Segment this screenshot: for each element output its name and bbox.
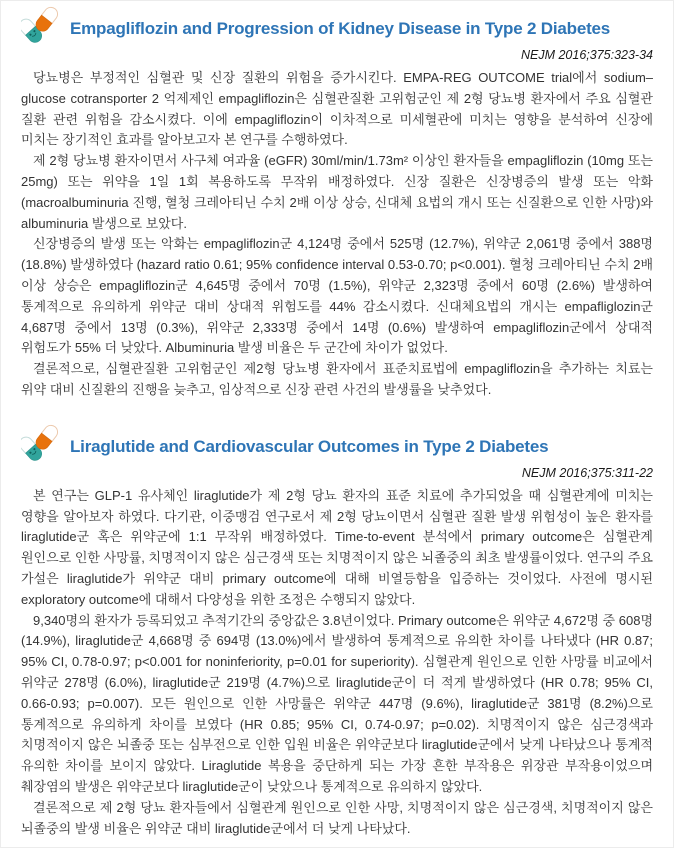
citation-text: NEJM 2016;375:323-34 [520, 48, 653, 62]
pill-capsules-icon [21, 5, 63, 47]
article-header [21, 5, 653, 47]
paragraph-background: 당뇨병은 부정적인 심혈관 및 신장 질환의 위험을 증가시킨다. EMPA-REG OUTCOME trial에서 sodium–glucose cotransporter 2 억제제인 empagliflozin은 심혈관질환 고위험군인 제 2형 당뇨병 환자에서 주요 심혈관 질환 관련 위험을 감소시켰다. 이에 empagliflozin이 이차적으로 미세혈관에 미치는 영향을 분석하여 신장에 미치는 장기적인 효과를 알아보고자 본 연구를 수행하였다. [21, 70, 653, 148]
citation-text: NEJM 2016;375:311-22 [521, 465, 653, 480]
paragraph-results: 신장병증의 발생 또는 악화는 empagliflozin군 4,124명 중에서 525명 (12.7%), 위약군 2,061명 중에서 388명 (18.8%) 발생하였다 (hazard ratio 0.61; 95% confidence interval 0.53-0.70; p<0.001). 혈청 크레아티닌 수치 2배 이상 상승은 empagliflozin군 4,645명 중에서 70명 (1.5%), 위약군 2,323명 중에서 60명 (2.6%) 발생하여 통계적으로 유의하게 위약군 대비 상대적 위험도를 44% 감소시켰다. 신대체요법의 개시는 empafliglozin군 4,687명 중에서 13명 (0.3%), 위약군 2,333명 중에서 14명 (0.6%) 발생하여 empagliflozin군에서 상대적 위험도가 55% 더 낮았다. Albuminuria 발생 비율은 두 군간에 차이가 없었다. [21, 236, 653, 356]
pill-capsules-icon [21, 423, 63, 465]
journal-citation [21, 47, 653, 63]
article-liraglutide [21, 423, 653, 840]
journal-citation [21, 465, 653, 481]
paragraph-background: 본 연구는 GLP-1 유사체인 liraglutide가 제 2형 당뇨 환자의 표준 치료에 추가되었을 때 심혈관계에 미치는 영향을 알아보자 하였다. 다기관, 이중맹검 연구로서 제 2형 당뇨이면서 심혈관 질환 발생 위험성이 높은 환자를 liraglutide군 혹은 위약군에 1:1 무작위 배정하였다. Time-to-event 분석에서 primary outcome은 심혈관계 원인으로 인한 사망률, 치명적이지 않은 심근경색 또는 치명적이지 않은 뇌졸중의 최초 발생률이었다. 연구의 주요 가설은 liraglutide가 위약군 대비 primary outcome에 대해 비열등함을 입증하는 것이었다. 사전에 명시된 exploratory outcome에 대해서 다양성을 위한 조정은 수행되지 않았다. [21, 487, 653, 607]
article-title: Liraglutide and Cardiovascular Outcomes in Type 2 Diabetes [70, 436, 549, 456]
paragraph-conclusion: 결론적으로 제 2형 당뇨 환자들에서 심혈관계 원인으로 인한 사망, 치명적이지 않은 심근경색, 치명적이지 않은 뇌졸중의 발생 비율은 위약군 대비 liraglutide군에서 더 낮게 나타났다. [21, 799, 653, 836]
article-title: Empagliflozin and Progression of Kidney Disease in Type 2 Diabetes [70, 19, 611, 38]
paragraph-conclusion: 결론적으로, 심혈관질환 고위험군인 제2형 당뇨병 환자에서 표준치료법에 empagliflozin을 추가하는 치료는 위약 대비 신질환의 진행을 늦추고, 임상적으로 신장 관련 사건의 발생률을 낮추었다. [21, 361, 653, 397]
paragraph-results: 9,340명의 환자가 등록되었고 추적기간의 중앙값은 3.8년이었다. Primary outcome은 위약군 4,672명 중 608명 (14.9%), liraglutide군 4,668명 중 694명 (13.0%)에서 발생하여 통계적으로 유의한 차이를 나타냈다 (HR 0.87; 95% CI, 0.78-0.97; p<0.001 for noninferiority, p=0.01 for superiority). 심혈관계 원인으로 인한 사망률 비교에서 위약군 278명 (6.0%), liraglutide군 219명 (4.7%)으로 liraglutide군이 더 적게 발생하였다 (HR 0.78; 95% CI, 0.66-0.93; p=0.007). 모든 원인으로 인한 사망률은 위약군 447명 (9.6%), liraglutide군 381명 (8.2%)으로 통계적으로 유의하게 차이를 보였다 (HR 0.85; 95% CI, 0.74-0.97; p=0.02). 치명적이지 않은 심근경색과 치명적이지 않은 뇌졸중 또는 심부전으로 인한 입원 비율은 위약군보다 liraglutide군에서 낮게 나타났으나 통계적 유의한 차이를 보이지 않았다. Liraglutide 복용을 중단하게 되는 가장 흔한 부작용은 위장관 부작용이었으며 췌장염의 발생은 위약군보다 liraglutide군이 낮았으나 통계적으로 유의하지 않았다. [21, 612, 653, 794]
paragraph-methods: 제 2형 당뇨병 환자이면서 사구체 여과율 (eGFR) 30ml/min/1.73m² 이상인 환자들을 empagliflozin (10mg 또는 25mg) 또는 위약을 1일 1회 복용하도록 무작위 배정하였다. 신장 질환은 신장병증의 발생 또는 악화 (macroalbuminuria 진행, 혈청 크레아티닌 수치 2배 이상 상승, 신대체 요법의 개시 또는 신질환으로 인한 사망)와 albuminuria 발생으로 보았다. [21, 153, 653, 231]
article-header [21, 423, 653, 465]
article-empagliflozin [21, 5, 653, 401]
